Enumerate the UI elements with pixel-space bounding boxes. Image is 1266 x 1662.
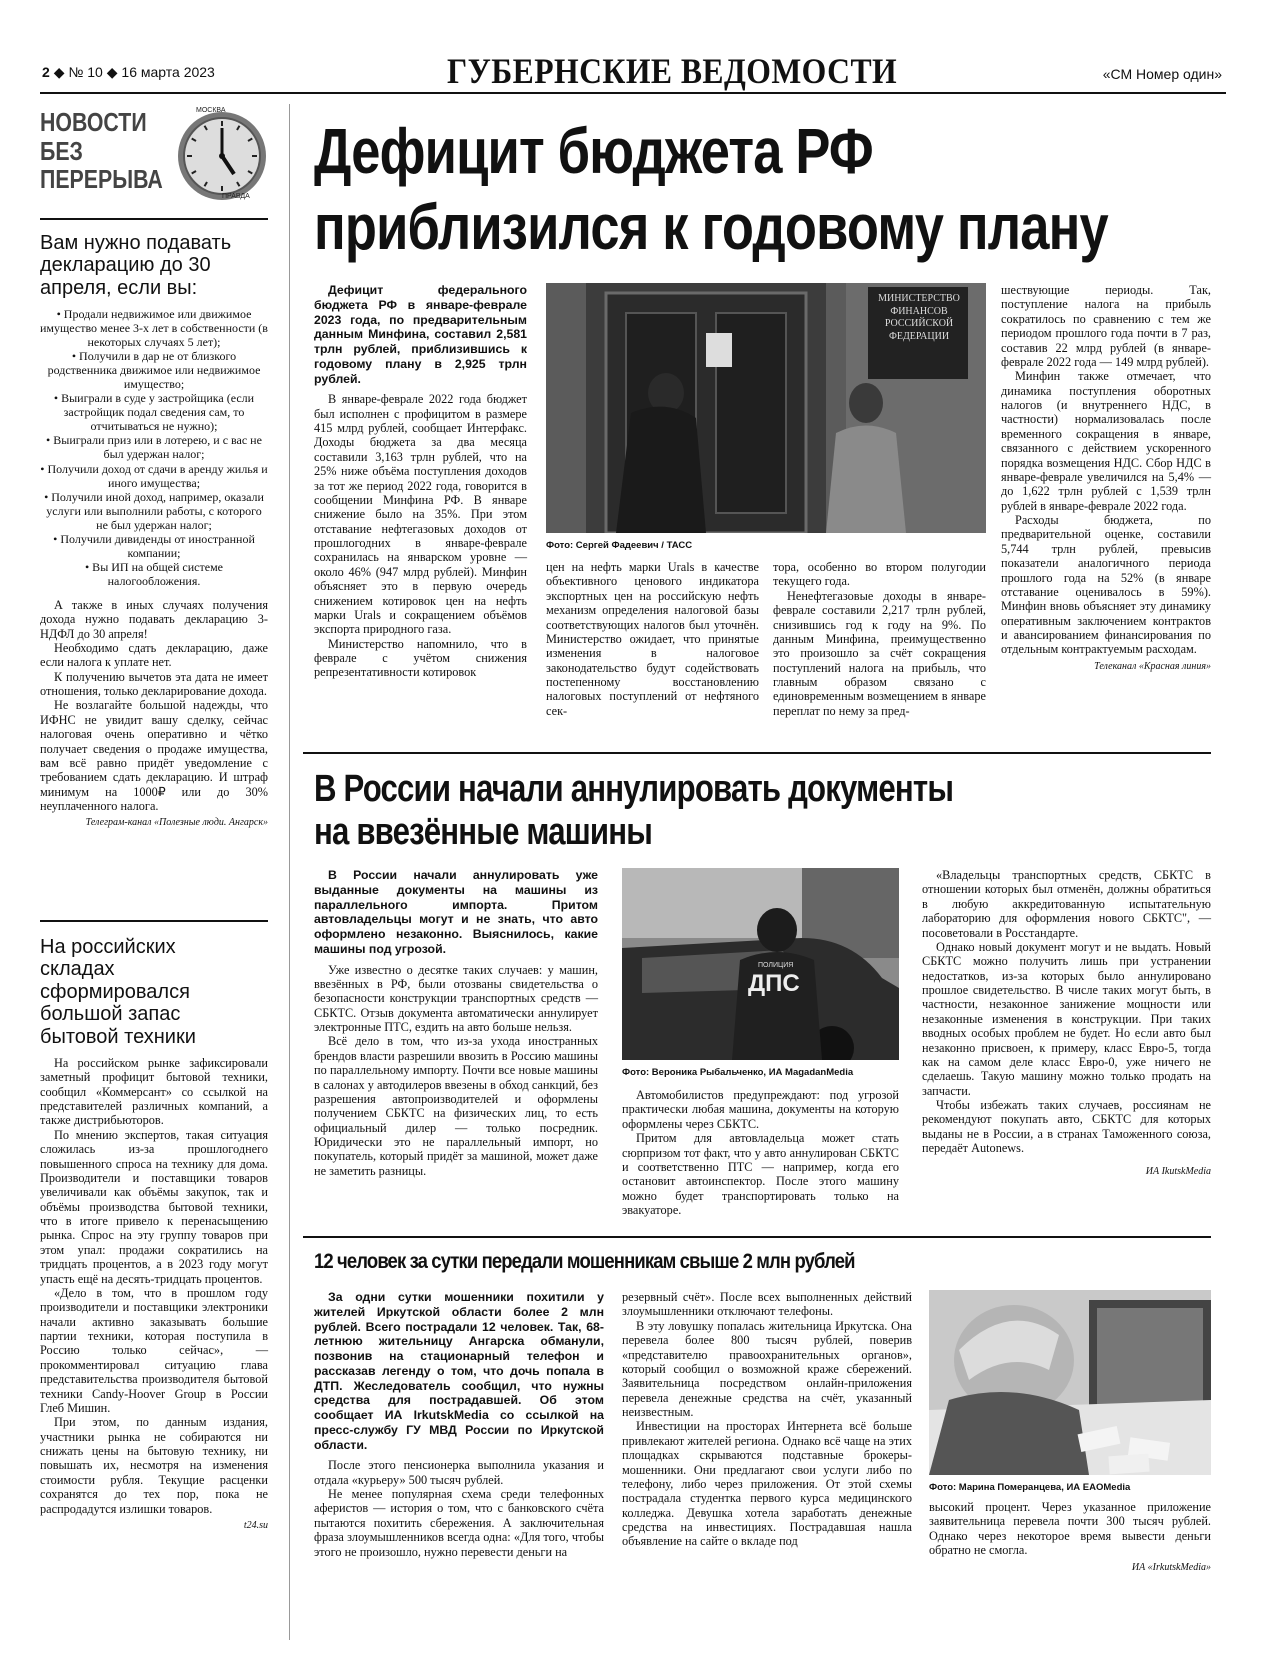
diamond-icon: ◆ [53,64,65,80]
article-column [1001,283,1211,672]
paragraph: Ненефтегазовые доходы в январе-феврале составили 2,217 трлн рублей, снизившись год к году на 9%. По данным Минфина, преимущественно это произошло за счёт сокращения поступлений налога на прибыль, что главным образом связано с единовременным возмещением в январе переплат по нему за пред- [773,588,986,718]
sidebar-article-declaration [40,232,268,829]
article-headline: На российских складах сформировался большой запас бытовой техники [40,936,196,1048]
header-issue-info [42,64,215,80]
paragraph: На российском рынке зафиксировали заметный профицит бытовой техники, сообщил «Коммерсант» со ссылкой на представителей различных компаний, а также дистрибьюторов. [40,1055,268,1128]
paragraph: высокий процент. Через указанное приложение заявительница перевела почти 300 тысяч рублей. Однако через некоторое время вывести деньги обратно не смогла. [929,1500,1211,1558]
divider [303,1236,1211,1238]
paragraph: В январе-феврале 2022 года бюджет был исполнен с профицитом в размере 415 млрд рублей, сообщает Интерфакс. Доходы бюджета за два месяца составили 3,163 трлн рублей, что на 25% ниже объёма поступления доходов за тот же период 2022 года, говорится в сообщении Минфина РФ. В январе снижение было на 35%. При этом отставание нефтегазовых доходов от прошлогодних в январе-феврале сохранилась на январском уровне — около 46% (947 млрд рублей). Минфин объясняет это в первую очередь снижением котировок цен на нефть марки Urals и сокращением объёмов экспорта природного газа. [314,392,527,637]
paragraph: Не возлагайте большой надежды, что ИФНС не увидит вашу сделку, сейчас налоговая очень оперативно и чётко получает сведения о продаже имущества, вам всё равно придёт уведомление с требованием сдать декларацию. И штраф минимум на 1000₽ или до 30% неуплаченного налога. [40,698,268,814]
rubric-line: НОВОСТИ [40,107,147,137]
article-lead: Дефицит федерального бюджета РФ в январе-феврале 2023 года, по предварительным данным Минфина, составил 2,581 трлн рублей, приблизившись к годовому плану в 2,925 трлн рублей. [314,283,527,386]
article-column [622,1290,912,1549]
paragraph: Уже известно о десятке таких случаев: у машин, ввезённых в РФ, были отозваны свидетельства о безопасности конструкции транспортных средств — СБКТС. Отзыв документа автоматически аннулирует электронные ПТС, ездить на авто больше нельзя. [314,962,598,1034]
divider [40,218,268,220]
paragraph: Автомобилистов предупреждают: под угрозой практически любая машина, документы на которую оформлены через СБКТС. [622,1088,899,1131]
list-item: • Вы ИП на общей системе налогообложения. [84,559,223,588]
list-item: • Получили доход от сдачи в аренду жилья и иного имущества; [40,461,268,490]
bullet-list [40,307,268,588]
headline-line: Дефицит бюджета РФ [314,115,873,187]
headline-line: на ввезённые машины [314,810,653,853]
paragraph: шествующие периоды. Так, поступление налога на прибыль сократилось по сравнению с тем же периодом прошлого года почти в 7 раз, составив 22 млрд рублей (в январе-феврале 2022 года — 149 млрд рублей). [1001,283,1211,369]
diamond-icon: ◆ [106,64,118,80]
paragraph: К получению вычетов эта дата не имеет отношения, только декларирование дохода. [40,669,268,699]
paragraph: При этом, по данным издания, участники рынка не собираются ни снижать цены на бытовую технику, ни повышать их, несмотря на изменения стоимости рубля. Текущие расценки сохранятся до тех пор, пока не распродадутся излишки товаров. [40,1415,268,1516]
paragraph: Расходы бюджета, по предварительной оценке, составили 5,744 трлн рублей, превысив показатели аналогичного периода прошлого года на 52% (в январе отставание оценивалось в 59%). Минфин вновь объясняет эту динамику оперативным заключением контрактов и авансированием финансирования по отдельным контрактуемым расходам. [1001,513,1211,657]
column-divider [289,104,290,1640]
article-column [546,560,759,718]
sidebar-article-appliances [40,936,268,1532]
paragraph: Не менее популярная схема среди телефонных аферистов — история о том, что с банковского счёта пытаются похитить сбережения. А заключительная фраза злоумышленников всегда одна: «Для того, чтобы этого не произошло, нужно перевести деньги на [314,1487,604,1559]
paragraph: Минфин также отмечает, что динамика поступления оборотных налогов (и внутреннего НДС, в частности) нормализовалась после временного сокращения в январе, связанного с действием ускоренного порядка возмещения НДС. Сбор НДС в январе-феврале увеличился на 5,4% — до 1,622 трлн рублей с 1,539 трлн рублей в январе-феврале 2022 года. [1001,369,1211,513]
photo-caption: Фото: Марина Померанцева, ИА EAOMedia [929,1482,1131,1493]
photo-sign-text: МИНИСТЕРСТВО ФИНАНСОВ РОССИЙСКОЙ ФЕДЕРАЦИИ [878,293,960,342]
paragraph: тора, особенно во втором полугодии текущего года. [773,560,986,589]
photo-victim-image [929,1290,1211,1475]
list-item: • Выиграли в суде у застройщика (если застройщик подал сведения сам, то отчитываться не нужно); [53,391,255,434]
list-item: • Получили дивиденды от иностранной компании; [53,531,255,560]
list-item: • Получили в дар не от близкого родственника движимое или недвижимое имущество; [47,349,261,392]
rubric-line: БЕЗ [40,135,83,166]
photo-ministry [546,283,986,533]
photo-victim [929,1290,1211,1475]
paragraph: «Владельцы транспортных средств, СБКТС в отношении которых был отменён, должны обратиться в любую аккредитованную испытательную лабораторию для оформления нового СБКТС", — посоветовали в Росстандарте. [922,868,1211,940]
issue-number: № 10 [68,64,103,80]
rubric-line: ПЕРЕРЫВА [40,164,163,195]
article-lead: За одни сутки мошенники похитили у жителей Иркутской области более 2 млн рублей. Всего пострадали 12 человек. Так, 68-летнюю жительницу Ангарска обманули, позвонив на стационарный телефон и рассказав легенду о том, что дочь попала в ДТП. Жеследователь сообщил, что нужны средства для пострадавшей. Об этом сообщает ИА IrkutskMedia со ссылкой на пресс-службу ГУ МВД России по Иркутской области. [314,1290,604,1452]
paragraph: По мнению экспертов, такая ситуация сложилась из-за прошлогоднего повышенного спроса на технику для дома. Производители и поставщики товаров увеличивали как объёмы закупок, так и объёмы производства бытовой техники, что в итоге привело к перенасыщению рынка. Спрос на эту группу товаров при этом упал: продажи сократились на тридцать процентов, а в 2023 году могут упасть ещё на десять-тридцать процентов. [40,1127,268,1286]
divider [303,752,1211,754]
page-number: 2 [42,64,50,80]
vest-label-small: ПОЛИЦИЯ [758,962,794,969]
article-headline: Вам нужно подавать декларацию до 30 апреля, если вы: [40,232,232,299]
paragraph: Инвестиции на просторах Интернета всё больше привлекают жителей региона. Однако всё чаще на этих площадках скрываются подставные брокеры-мошенники. Они предлагают свои услуги либо по телефону, либо через приложения. От этой схемы пострадала студентка первого курса медицинского колледжа. Девушка хотела заработать денежные средства на инвестициях. Пострадавшая нашла объявление на сайте о вкладе под [622,1419,912,1549]
article-source: ИА «IrkutskMedia» [1131,1561,1211,1573]
article-lead: В России начали аннулировать уже выданные документы на машины из параллельного импорта. Притом автовладельцы могут и не знать, что авто оформлено незаконно. Выяснилось, какие машины под угрозой. [314,868,598,956]
issue-date: 16 марта 2023 [121,64,215,80]
vest-label: ДПС [748,970,800,997]
headline-line: приблизился к годовому плану [314,190,1108,263]
list-item: • Продали недвижимое или движимое имущество менее 3-х лет в собственности (в некоторых случаях 5 лет); [40,307,268,350]
list-item: • Выиграли приз или в лотерею, и с вас не был удержан налог; [46,433,262,462]
photo-caption: Фото: Сергей Фадеевич / ТАСС [546,540,693,551]
divider [40,920,268,922]
photo-traffic-police [622,868,899,1060]
article-source: Телеканал «Красная линия» [1094,660,1211,672]
article-source: t24.su [243,1519,268,1531]
header-rule [40,92,1226,94]
headline-line: В России начали аннулировать документы [314,768,954,810]
headline-fraud: 12 человек за сутки передали мошенникам свыше 2 млн рублей [314,1250,855,1273]
paragraph: Притом для автовладельца может стать сюрпризом тот факт, что у авто аннулирован СБКТС и соответственно ПТС — например, когда его остановит автоинспектор. После этого машину можно будет транспортировать только на эвакуаторе. [622,1131,899,1217]
article-column [922,868,1211,1177]
article-source: ИА IkutskMedia [1145,1165,1211,1177]
paragraph: Всё дело в том, что из-за ухода иностранных брендов власти разрешили ввозить в Россию машины по параллельному импорту. Почти все новые машины в салонах у автодилеров ввезены в обход санкций, без разрешения автопроизводителей и оформлены получением СБКТС на физических лиц, то есть официальный дилер — только посредник. Юридически это не параллельный импорт, но покупатель, который придёт за машиной, может даже не заметить разницы. [314,1034,598,1178]
newspaper-title: ГУБЕРНСКИЕ ВЕДОМОСТИ [447,51,898,91]
rubric-title [40,107,163,195]
paragraph: «Дело в том, что в прошлом году производители и поставщики электроники начали активно заказывать большие партии техники, которая поступила в Россию только сейчас», — прокомментировал ситуацию глава представительства производителя бытовой техники Candy-Hoover Group в России Глеб Мишин. [40,1285,268,1415]
supplement-name: «СМ Номер один» [1102,66,1222,82]
paragraph: После этого пенсионерка выполнила указания и отдала «курьеру» 500 тысяч рублей. [314,1458,604,1487]
paragraph: цен на нефть марки Urals в качестве объективного ценового индикатора экспортных цен на российскую нефть механизм определения налоговой базы соответствующих налогов был уточнён. Министерство ожидает, что принятые изменения в налоговое законодательство будут содействовать постепенному восстановлению налоговых поступлений от нефтяного сек- [546,560,759,718]
clock-label-top: МОСКВА [196,107,226,114]
paragraph: А также в иных случаях получения дохода нужно подавать декларацию 3-НДФЛ до 30 апреля! [40,597,268,641]
article-column [314,1290,604,1559]
article-column [622,1088,899,1217]
headline-budget [314,114,1108,265]
article-column [314,283,527,680]
clock-icon [176,110,268,202]
photo-caption: Фото: Вероника Рыбальченко, ИА MagadanMedia [622,1067,854,1078]
article-source: Телеграм-канал «Полезные люди. Ангарск» [85,817,268,829]
headline-cars [314,768,953,853]
paragraph: резервный счёт». После всех выполненных действий злоумышленники отключают телефоны. [622,1290,912,1319]
clock-label-bottom: ПРАВДА [222,193,250,200]
paragraph: Чтобы избежать таких случаев, россиянам не рекомендуют покупать авто, СБКТС для которых выданы не в России, а в странах Таможенного союза, передаёт Autonews. [922,1098,1211,1156]
paragraph: Необходимо сдать декларацию, даже если налога к уплате нет. [40,640,268,670]
article-column [773,560,986,718]
paragraph: Министерство напомнило, что в феврале с учётом снижения репрезентативности котировок [314,636,527,680]
article-column [314,868,598,1178]
paragraph: В эту ловушку попалась жительница Иркутска. Она перевела более 800 тысяч рублей, поверив «представителю правоохранительных органов», который сообщил о возможной краже сбережений. Заявительница посредством онлайн-приложения перевела денежные средства на счёт, указанный неизвестным. [622,1318,912,1419]
list-item: • Получили иной доход, например, оказали услуги или выполнили работы, с которого не был удержан налог; [44,489,264,532]
article-column [929,1500,1211,1573]
paragraph: Однако новый документ могут и не выдать. Новый СБКТС можно получить лишь при устранении недостатков, из-за которых было аннулировано прошлое свидетельство. В числе таких могут быть, в частности, незаконное занижение мощности или незаконные изменения в конструкции. При таких вводных особых проблем не будет. Но если авто был незаконно присвоен, к примеру, класс Евро-5, тогда как на самом деле класс Евро-0, уже ничего не сделаешь. Такую машину можно только продать на запчасти. [922,939,1211,1098]
